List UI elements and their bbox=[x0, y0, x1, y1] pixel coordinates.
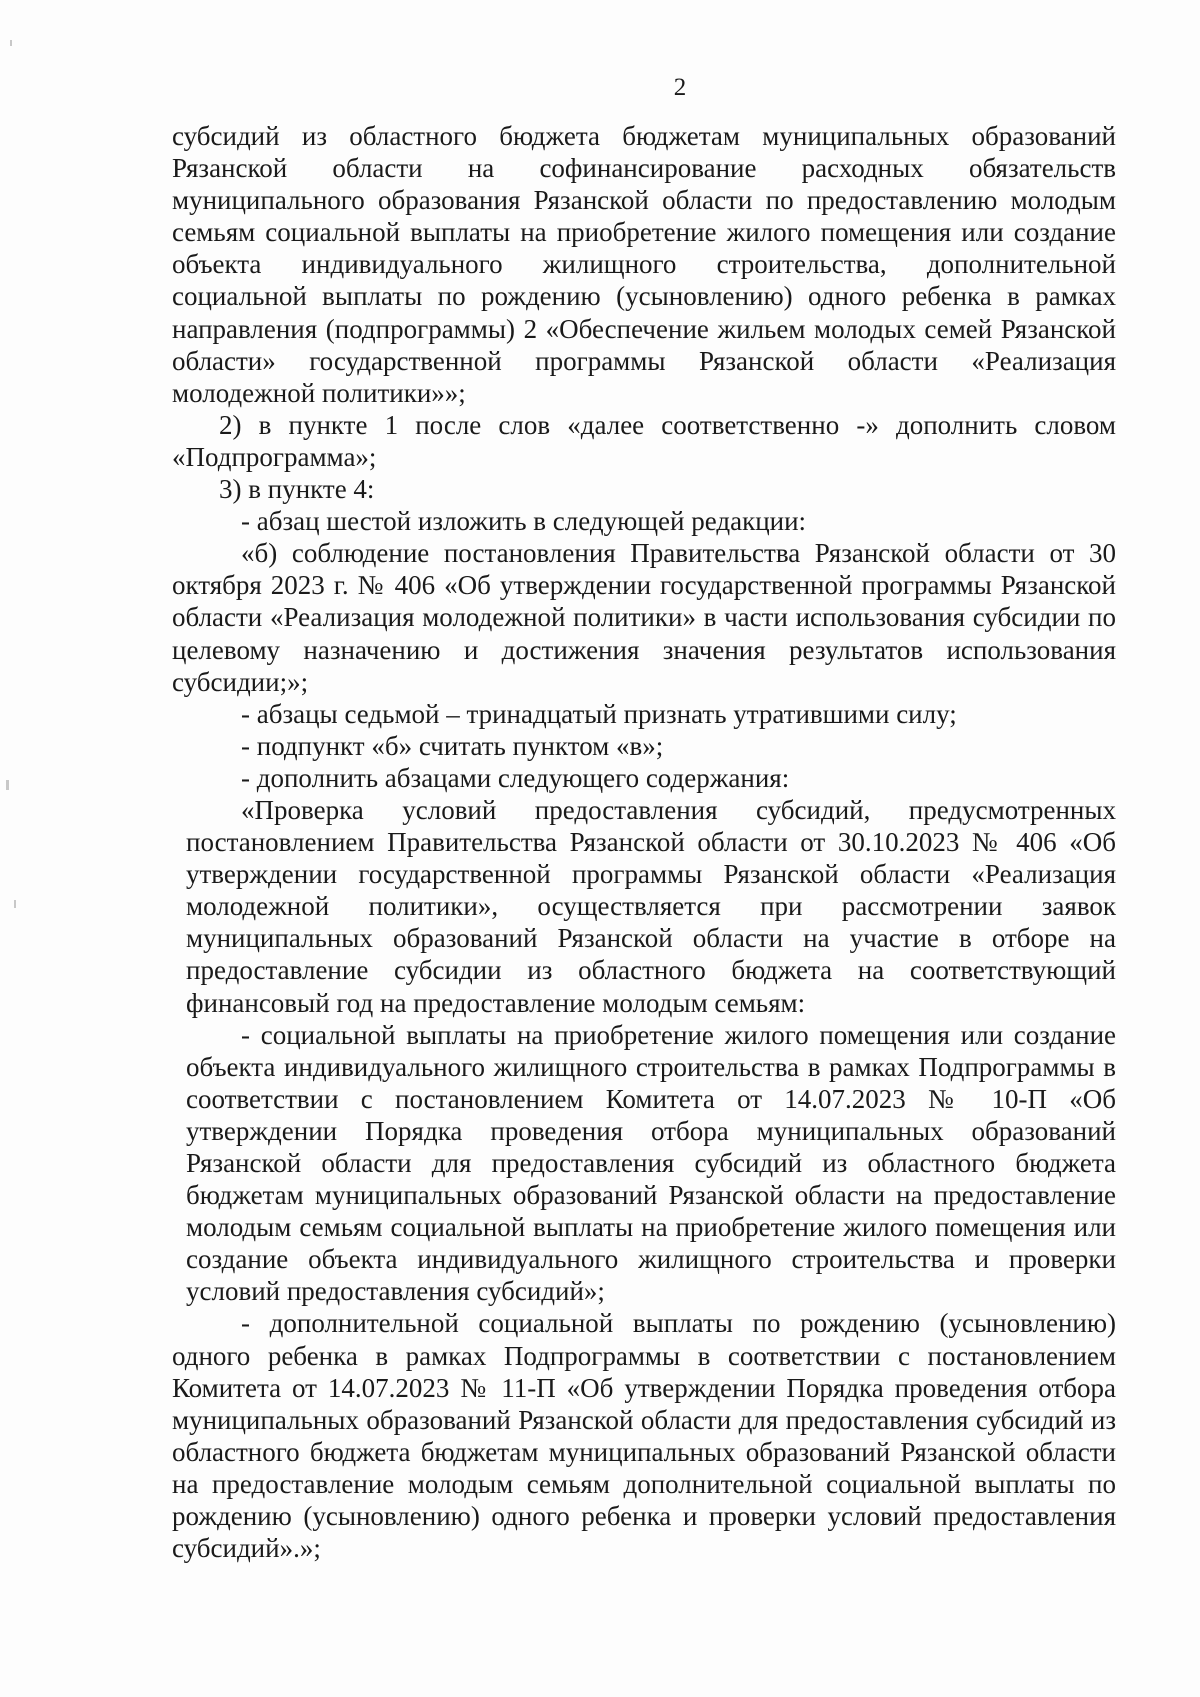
paragraph-item-3: 3) в пункте 4: bbox=[219, 474, 375, 505]
paragraph-quote-b: «б) соблюдение постановления Правительства Рязанской области от 30 октября 2023 г. № 406 «Об утверждении государственной программы Рязанской области «Реализация молодежной политики» в части использования субсидии по целевому назначению и достижения значения результатов использования субсидии;»; bbox=[172, 538, 1116, 697]
scan-artifact bbox=[10, 40, 12, 46]
scan-artifact bbox=[6, 780, 9, 790]
scan-artifact bbox=[14, 900, 16, 908]
paragraph-social-payment: - социальной выплаты на приобретение жилого помещения или создание объекта индивидуального жилищного строительства в рамках Подпрограммы в соответствии с постановлением Комитета от 14.07.2023 № 10-П «Об утверждении Порядка проведения отбора муниципальных образований Рязанской области для предоставления субсидий из областного бюджета бюджетам муниципальных образований Рязанской области на предоставление молодым семьям социальной выплаты на приобретение жилого помещения или создание объекта индивидуального жилищного строительства и проверки условий предоставления субсидий»; bbox=[186, 1019, 1116, 1307]
paragraph-bullet-sixth: - абзац шестой изложить в следующей редакции: bbox=[241, 506, 807, 537]
paragraph-verification: «Проверка условий предоставления субсидий, предусмотренных постановлением Правительства Рязанской области от 30.10.2023 № 406 «Об утверждении государственной программы Рязанской области «Реализация молодежной политики», осуществляется при рассмотрении заявок муниципальных образований Рязанской области на участие в отборе на предоставление субсидии из областного бюджета на соответствующий финансовый год на предоставление молодым семьям: bbox=[186, 794, 1116, 1018]
paragraph-bullet-add: - дополнить абзацами следующего содержания: bbox=[241, 762, 790, 793]
inserted-text-block bbox=[172, 794, 1116, 1308]
paragraph-bullet-seventh: - абзацы седьмой – тринадцатый признать утратившими силу; bbox=[241, 698, 957, 729]
paragraph-bullet-subpoint: - подпункт «б» считать пунктом «в»; bbox=[241, 730, 664, 761]
page-number: 2 bbox=[673, 74, 687, 101]
paragraph-item-2: 2) в пункте 1 после слов «далее соответственно -» дополнить словом «Подпрограмма»; bbox=[172, 409, 1116, 472]
document-body bbox=[172, 120, 1116, 1564]
paragraph-continuation: субсидий из областного бюджета бюджетам муниципальных образований Рязанской области на софинансирование расходных обязательств муниципального образования Рязанской области по предоставлению молодым семьям социальной выплаты на приобретение жилого помещения или создание объекта индивидуального жилищного строительства, дополнительной социальной выплаты по рождению (усыновлению) одного ребенка в рамках направления (подпрограммы) 2 «Обеспечение жильем молодых семей Рязанской области» государственной программы Рязанской области «Реализация молодежной политики»»; bbox=[172, 121, 1116, 408]
paragraph-additional-payment: - дополнительной социальной выплаты по рождению (усыновлению) одного ребенка в рамках Подпрограммы в соответствии с постановлением Комитета от 14.07.2023 № 11-П «Об утверждении Порядка проведения отбора муниципальных образований Рязанской области для предоставления субсидий из областного бюджета бюджетам муниципальных образований Рязанской области на предоставление молодым семьям дополнительной социальной выплаты по рождению (усыновлению) одного ребенка и проверки условий предоставления субсидий».»; bbox=[172, 1308, 1116, 1564]
